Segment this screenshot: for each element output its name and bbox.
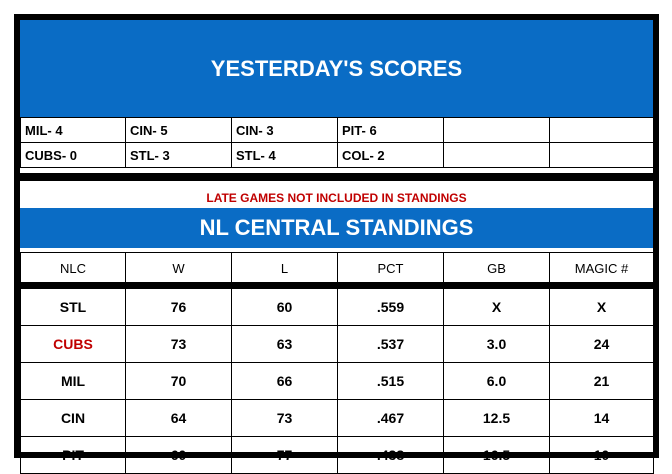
standings-row xyxy=(21,437,654,474)
losses-cell: 63 xyxy=(232,326,338,363)
score-cell: STL- 4 xyxy=(232,143,338,168)
standings-row xyxy=(21,326,654,363)
standings-title: NL CENTRAL STANDINGS xyxy=(20,208,653,248)
standings-row xyxy=(21,363,654,400)
score-cell xyxy=(550,118,654,143)
pct-cell: .559 xyxy=(338,289,444,326)
scores-row xyxy=(21,118,654,143)
team-cell: CIN xyxy=(21,400,126,437)
wins-cell: 60 xyxy=(126,437,232,474)
standings-header xyxy=(20,252,654,284)
gb-cell: 16.5 xyxy=(444,437,550,474)
magic-number-cell: 14 xyxy=(550,400,654,437)
standings-table xyxy=(20,288,654,474)
gb-cell: 6.0 xyxy=(444,363,550,400)
score-cell xyxy=(444,118,550,143)
gb-cell: X xyxy=(444,289,550,326)
header-losses: L xyxy=(232,253,338,284)
losses-cell: 73 xyxy=(232,400,338,437)
header-wins: W xyxy=(126,253,232,284)
pct-cell: .537 xyxy=(338,326,444,363)
wins-cell: 64 xyxy=(126,400,232,437)
team-cell: STL xyxy=(21,289,126,326)
score-cell: CUBS- 0 xyxy=(21,143,126,168)
losses-cell: 66 xyxy=(232,363,338,400)
magic-number-cell: 10 xyxy=(550,437,654,474)
score-cell xyxy=(550,143,654,168)
losses-cell: 60 xyxy=(232,289,338,326)
pct-cell: .515 xyxy=(338,363,444,400)
scoreboard-frame xyxy=(14,14,659,463)
score-cell: CIN- 5 xyxy=(126,118,232,143)
scores-table xyxy=(20,117,654,168)
yesterdays-scores-title: YESTERDAY'S SCORES xyxy=(210,55,463,81)
header-pct: PCT xyxy=(338,253,444,284)
scores-row xyxy=(21,143,654,168)
losses-cell: 77 xyxy=(232,437,338,474)
magic-number-cell: X xyxy=(550,289,654,326)
score-cell: COL- 2 xyxy=(338,143,444,168)
wins-cell: 76 xyxy=(126,289,232,326)
magic-number-cell: 24 xyxy=(550,326,654,363)
standings-row xyxy=(21,289,654,326)
yesterdays-scores-banner xyxy=(20,20,653,117)
pct-cell: .438 xyxy=(338,437,444,474)
header-team: NLC xyxy=(21,253,126,284)
score-cell: MIL- 4 xyxy=(21,118,126,143)
wins-cell: 73 xyxy=(126,326,232,363)
gb-cell: 3.0 xyxy=(444,326,550,363)
score-cell: PIT- 6 xyxy=(338,118,444,143)
header-magic: MAGIC # xyxy=(550,253,654,284)
pct-cell: .467 xyxy=(338,400,444,437)
section-divider xyxy=(20,173,653,181)
scoreboard-panel xyxy=(20,20,653,463)
header-gb: GB xyxy=(444,253,550,284)
gb-cell: 12.5 xyxy=(444,400,550,437)
team-cell: CUBS xyxy=(21,326,126,363)
team-cell: MIL xyxy=(21,363,126,400)
late-games-note: LATE GAMES NOT INCLUDED IN STANDINGS xyxy=(206,191,467,205)
score-cell: STL- 3 xyxy=(126,143,232,168)
magic-number-cell: 21 xyxy=(550,363,654,400)
standings-row xyxy=(21,400,654,437)
wins-cell: 70 xyxy=(126,363,232,400)
score-cell xyxy=(444,143,550,168)
team-cell: PIT xyxy=(21,437,126,474)
score-cell: CIN- 3 xyxy=(232,118,338,143)
